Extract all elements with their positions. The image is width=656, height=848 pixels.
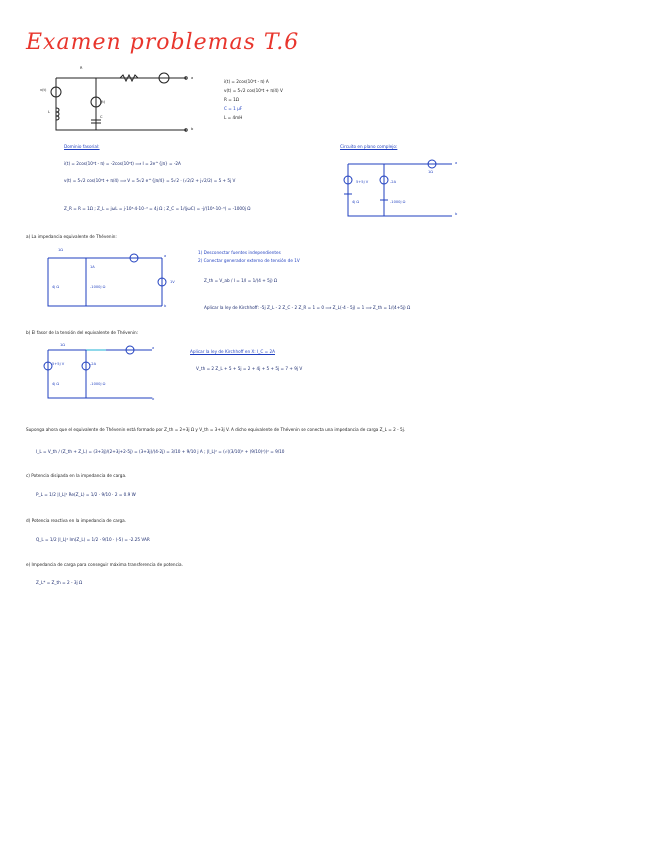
part-b-eq-vth: V_th = 2 Z_L + 5 + 5j = 2 + 4j + 5 + 5j = 7 + 9j V — [196, 366, 303, 371]
part-a-note-2: 2) Conectar generador externo de tensión de 1V — [198, 258, 300, 263]
part-d-heading: d) Potencia reactiva en la impedancia de carga. — [26, 518, 127, 523]
original-circuit-diagram — [36, 64, 206, 136]
part-e-heading: e) Impedancia de carga para conseguir máxima transferencia de potencia. — [26, 562, 183, 567]
phasor-heading: Dominio fasorial: — [64, 144, 100, 149]
fig2-label-zc: -1000j Ω — [390, 200, 406, 204]
fig2-label-source-v: 5+5j V — [356, 180, 369, 184]
fig1-label-r: R — [80, 66, 83, 70]
part-a-heading: a) La impedancia equivalente de Thévenin: — [26, 234, 117, 239]
data-line-c: C = 1 μF — [224, 106, 243, 111]
part-b-heading: b) El fasor de la tensión del equivalente de Thévenin: — [26, 330, 139, 335]
fig3-label-b: b — [164, 304, 167, 308]
part-a-note-1: 1) Desconectar fuentes independientes — [198, 250, 281, 255]
fig3-label-current: 1A — [90, 265, 95, 269]
fig4-label-a: a — [152, 346, 155, 350]
fig3-label-a: a — [164, 254, 167, 258]
suppose-statement: Suponga ahora que el equivalente de Thévenin está formado por Z_th = 2+3j Ω y V_th = 3+3j V. A dicho equivalente de Thévenin se conecta una impedancia de carga Z_L = 2 - 5j. — [26, 427, 406, 432]
fig2-label-zl: 4j Ω — [352, 200, 360, 204]
thevenin-impedance-circuit-diagram — [44, 252, 174, 312]
part-a-eq-kirchhoff: Aplicar la ley de Kirchhoff: -5j Z_L - 2 Z_C - 2 Z_R = 1 = 0 ⟹ Z_L(-4 - 5j) = 1 ⟹ Z_th = 1/(4+5j) Ω — [204, 305, 411, 310]
part-c-equation: P_L = 1/2 |I_L|² Re(Z_L) = 1/2 · 9/10 · 2 = 0.9 W — [36, 492, 136, 497]
fig1-label-i: i(t) — [100, 100, 106, 104]
fig4-label-source-v: 5+5j V — [52, 362, 65, 366]
phasor-line-current: i(t) = 2cos(10³t - π) = -2cos(10³t) ⟹ I = 2e^{jπ} = -2A — [64, 161, 181, 166]
part-e-equation: Z_L* = Z_th = 2 - 3j Ω — [36, 580, 83, 585]
fig4-label-zc: -1000j Ω — [90, 382, 106, 386]
fig3-label-r: 1Ω — [58, 248, 64, 252]
load-current-equation: I_L = V_th / (Z_th + Z_L) = (3+3j)/(2+3j+2-5j) = (3+3j)/(4-2j) = 3/10 + 9/10 j A ; |I_L|² = (√((3/10)² + (9/10)²))² = 9/10 — [36, 449, 285, 454]
complex-plane-circuit-diagram — [340, 154, 460, 222]
thevenin-voltage-circuit-diagram — [40, 344, 160, 404]
fig1-label-v: v(t) — [40, 88, 47, 92]
fig2-label-b: b — [455, 212, 458, 216]
fig1-label-c: C — [100, 115, 103, 119]
data-line-r: R = 1Ω — [224, 97, 239, 102]
fig4-label-r: 1Ω — [60, 343, 66, 347]
fig3-label-zc: -1000j Ω — [90, 285, 106, 289]
fig1-label-a: a — [191, 76, 194, 80]
fig4-label-source-i: -2A — [90, 362, 97, 366]
fig1-label-l: L — [48, 110, 51, 114]
page-title: Examen problemas T.6 — [26, 30, 300, 55]
part-a-eq-zth: Z_th = V_ab / I = 1/I = 1/(4 + 5j) Ω — [204, 278, 278, 283]
data-line-voltage: v(t) = 5√2 cos(10³t + π/4) V — [224, 88, 283, 93]
phasor-line-impedances: Z_R = R = 1Ω ; Z_L = jωL = j·10³·4·10⁻³ = 4j Ω ; Z_C = 1/(jωC) = -j/(10³·10⁻⁶) = -1000j Ω — [64, 206, 251, 211]
fig3-label-zl: 4j Ω — [52, 285, 60, 289]
part-b-eq-kirchhoff: Aplicar la ley de Kirchhoff en X: I_C = 2A — [190, 349, 275, 354]
fig2-label-source-i: -2A — [390, 180, 397, 184]
fig1-label-b: b — [191, 127, 194, 131]
part-c-heading: c) Potencia disipada en la impedancia de carga. — [26, 473, 127, 478]
phasor-line-voltage: v(t) = 5√2 cos(10³t + π/4) ⟹ V = 5√2 e^{jπ/4} = 5√2 · (√2/2 + j√2/2) = 5 + 5j V — [64, 178, 236, 183]
part-d-equation: Q_L = 1/2 |I_L|² Im(Z_L) = 1/2 · 9/10 · (-5) = -2.25 VAR — [36, 537, 150, 542]
fig3-label-source-v: 1V — [170, 280, 175, 284]
fig2-label-a: a — [455, 161, 458, 165]
fig2-label-r: 1Ω — [428, 170, 434, 174]
fig4-label-b: b — [152, 397, 155, 401]
data-line-current: i(t) = 2cos(10³t - π) A — [224, 79, 269, 84]
fig4-label-zl: 4j Ω — [52, 382, 60, 386]
complex-plane-heading: Circuito en plano complejo: — [340, 144, 398, 149]
data-line-l: L = 4mH — [224, 115, 243, 120]
